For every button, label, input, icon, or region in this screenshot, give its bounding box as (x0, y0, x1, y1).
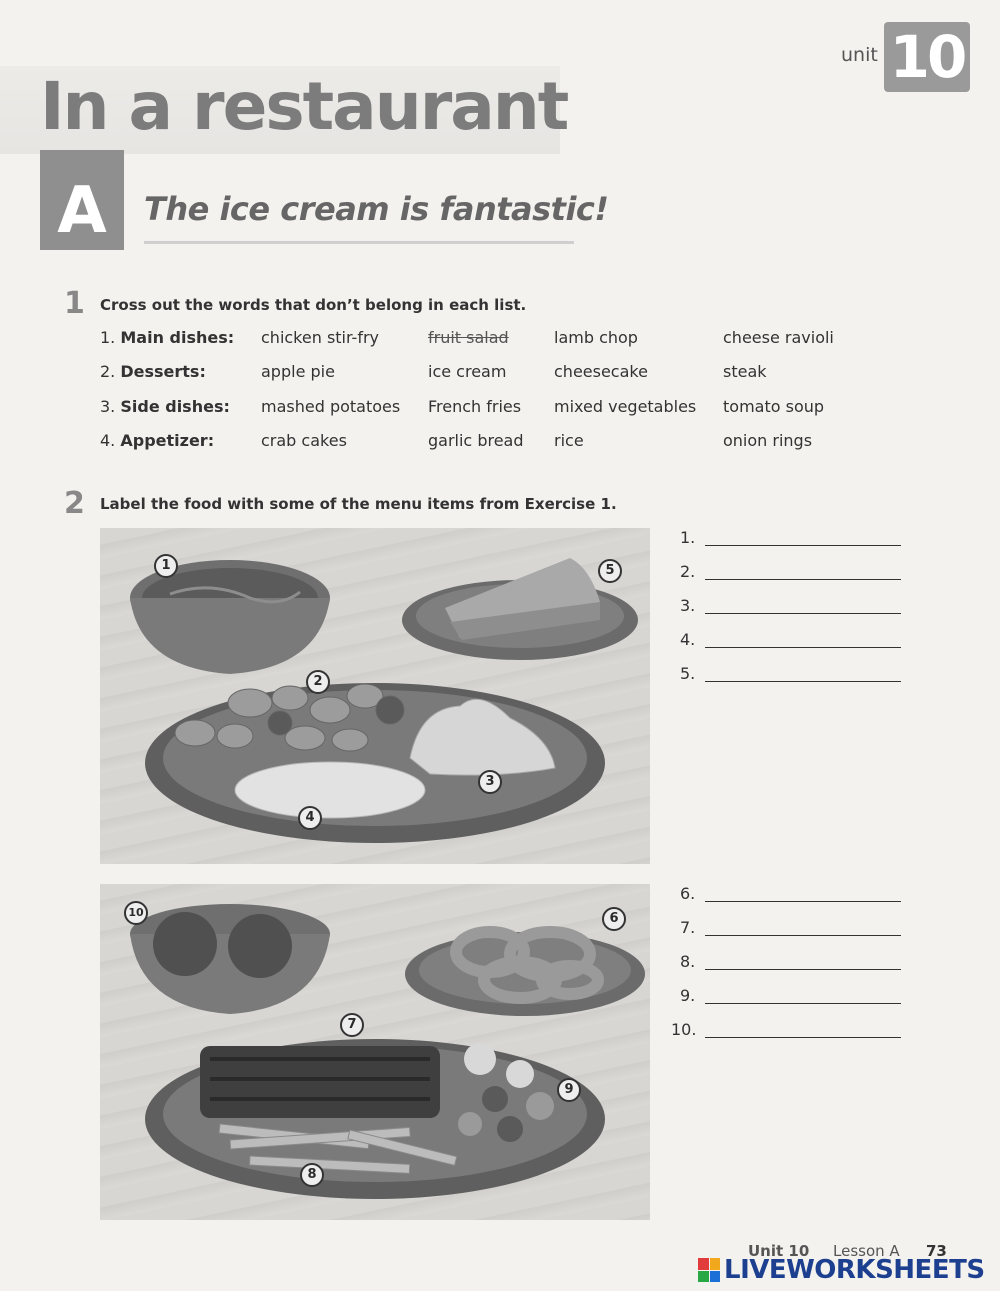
marker-6 (602, 907, 626, 931)
word-option[interactable]: lamb chop (554, 328, 638, 347)
answer-number: 9. (680, 986, 696, 1005)
answer-blank[interactable] (705, 647, 901, 648)
answer-blank[interactable] (705, 1003, 901, 1004)
word-option[interactable]: ice cream (428, 362, 507, 381)
row-category: Side dishes: (120, 397, 230, 416)
answer-blank[interactable] (705, 613, 901, 614)
word-option-crossed-out[interactable]: fruit salad (428, 328, 509, 347)
answer-number: 7. (680, 918, 696, 937)
exercise-2-instruction: Label the food with some of the menu items from Exercise 1. (100, 495, 617, 513)
row-number: 2. (100, 362, 116, 381)
marker-5 (598, 559, 622, 583)
marker-4 (298, 806, 322, 830)
answer-blank[interactable] (705, 1037, 901, 1038)
row-category: Appetizer: (120, 431, 215, 450)
exercise-1-instruction: Cross out the words that don’t belong in each list. (100, 296, 527, 314)
marker-9 (557, 1078, 581, 1102)
marker-label: 8 (300, 1163, 324, 1187)
word-option[interactable]: tomato soup (723, 397, 825, 416)
liveworksheets-logo (698, 1255, 985, 1285)
row-number: 3. (100, 397, 116, 416)
word-option[interactable]: mashed potatoes (261, 397, 401, 416)
page-title: In a restaurant (40, 68, 568, 145)
row-label (100, 431, 214, 450)
liveworksheets-icon (698, 1258, 720, 1282)
footer-unit: Unit 10 (748, 1242, 810, 1260)
food-picture-1 (100, 528, 650, 864)
word-option[interactable]: onion rings (723, 431, 813, 450)
row-label (100, 328, 234, 347)
marker-label: 1 (154, 554, 178, 578)
word-option[interactable]: chicken stir-fry (261, 328, 380, 347)
page-number: 73 (926, 1242, 947, 1260)
answer-blank[interactable] (705, 579, 901, 580)
brand-name: LIVEWORKSHEETS (724, 1255, 985, 1285)
row-number: 4. (100, 431, 116, 450)
word-option[interactable]: garlic bread (428, 431, 524, 450)
food-illustration-2 (100, 884, 650, 1220)
row-label (100, 397, 230, 416)
answer-blank[interactable] (705, 901, 901, 902)
word-option[interactable]: steak (723, 362, 767, 381)
food-picture-2 (100, 884, 650, 1220)
marker-label: 10 (124, 901, 148, 925)
footer-lesson: Lesson A (833, 1242, 900, 1260)
row-category: Desserts: (120, 362, 206, 381)
answer-blank[interactable] (705, 935, 901, 936)
exercise-1-number: 1 (64, 286, 85, 321)
lesson-letter-badge: A (40, 150, 124, 250)
marker-label: 6 (602, 907, 626, 931)
marker-label: 5 (598, 559, 622, 583)
marker-8 (300, 1163, 324, 1187)
row-label (100, 362, 206, 381)
answer-blank[interactable] (705, 969, 901, 970)
exercise-2-number: 2 (64, 486, 85, 521)
word-option[interactable]: French fries (428, 397, 522, 416)
answer-number: 4. (680, 630, 696, 649)
unit-label: unit (841, 44, 878, 66)
marker-label: 9 (557, 1078, 581, 1102)
word-option[interactable]: crab cakes (261, 431, 347, 450)
word-option[interactable]: cheesecake (554, 362, 648, 381)
marker-1 (154, 554, 178, 578)
marker-2 (306, 670, 330, 694)
answer-number: 6. (680, 884, 696, 903)
lesson-title: The ice cream is fantastic! (144, 190, 609, 228)
marker-label: 4 (298, 806, 322, 830)
row-category: Main dishes: (120, 328, 235, 347)
answer-blank[interactable] (705, 545, 901, 546)
marker-7 (340, 1013, 364, 1037)
food-illustration-1 (100, 528, 650, 864)
word-option[interactable]: apple pie (261, 362, 335, 381)
marker-label: 2 (306, 670, 330, 694)
answer-number: 2. (680, 562, 696, 581)
marker-label: 7 (340, 1013, 364, 1037)
word-option[interactable]: mixed vegetables (554, 397, 697, 416)
word-option[interactable]: cheese ravioli (723, 328, 834, 347)
marker-label: 3 (478, 770, 502, 794)
unit-number-badge: 10 (884, 22, 970, 92)
lesson-title-underline (144, 241, 574, 244)
answer-number: 8. (680, 952, 696, 971)
answer-blank[interactable] (705, 681, 901, 682)
marker-10 (124, 901, 148, 925)
answer-number: 5. (680, 664, 696, 683)
answer-number: 3. (680, 596, 696, 615)
answer-number: 10. (671, 1020, 697, 1039)
marker-3 (478, 770, 502, 794)
word-option[interactable]: rice (554, 431, 584, 450)
row-number: 1. (100, 328, 116, 347)
answer-number: 1. (680, 528, 696, 547)
